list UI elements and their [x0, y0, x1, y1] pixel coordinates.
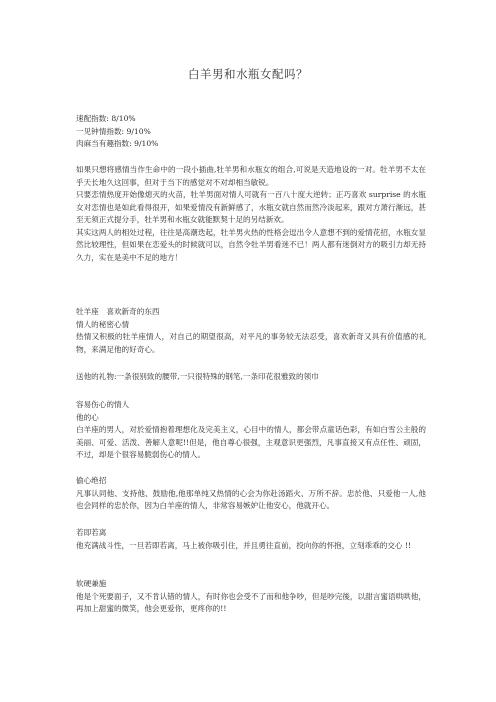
section-body: 他充满战斗性，一旦若即若离，马上被你吸引住，并且勇往直前，投向你的怀抱，立刻乖乖的交心 !!	[76, 540, 412, 550]
section-subheading: 情人的秘密心情	[76, 319, 130, 329]
section-body: 凡事认同他、支持他、鼓励他,他那单纯又热情的心会为你赴汤蹈火、万所不辞。忠於他、只爱他一人,他也会同样的忠於你，因为白羊座的情人，非常容易嫉妒让他安心，他就开心。	[76, 488, 426, 510]
section-steal-heart	[76, 475, 426, 513]
section-subheading: 他的心	[76, 412, 99, 422]
section-heading: 软硬兼施	[76, 579, 107, 588]
rating-sweetness: 肉麻当有趣指数: 9/10%	[76, 139, 159, 148]
section-body: 白羊座的男人，对於爱情抱着理想化及完美主义，心目中的情人，都会带点童话色彩，有如白雪公主般的美丽、可爱、活泼、善解人意呢!!但是，他自尊心很强，主观意识更强烈，凡事直接又有点任性、顽固，不过，却是个很容易脆弱伤心的情人。	[76, 425, 426, 459]
section-sensitive-lover	[76, 399, 426, 462]
section-heading: 牡羊座 喜欢新奇的东西	[76, 307, 160, 316]
section-body: 他是个死要面子，又不肯认错的情人，有时你也会受不了而和他争吵，但是吵完後，以甜言蜜语哄哄他，再加上甜蜜的微笑，他会更爱你，更疼你的!!	[76, 591, 426, 613]
section-heading: 偷心绝招	[76, 476, 107, 485]
ratings-block	[76, 113, 426, 151]
gift-line: 送他的礼物:一条很别致的腰带,一只很特殊的钢笔,一条印花很雅致的领巾	[76, 372, 319, 381]
rating-love-at-first-sight: 一见钟情指数: 9/10%	[76, 126, 151, 136]
intro-paragraph-2: 只要恋情热度开始像熄灭的火苗，牡羊男面对情人可就有一百八十度大逆转；正巧喜欢 surprise 的水瓶女对恋情也是如此看得很开，如果爱情没有新鲜感了，水瓶女就自然而然冷淡起来，跟对方萧行渐远，甚至无须正式提分手，牡羊男和水瓶女就能默契十足的另结新欢。	[76, 190, 426, 224]
section-carrot-stick	[76, 578, 426, 616]
intro-paragraph-3: 其实这两人的相处过程，往往是高潮迭起，牡羊男火热的性格会逗出令人意想不到的爱情花招，水瓶女显然比较理性，但如果在恋爱头的时候就可以，自然令牡羊男看迷不已！两人都有迷倒对方的吸引力却无持久力，实在是美中不足的地方！	[76, 227, 426, 262]
section-heading: 容易伤心的情人	[76, 400, 130, 409]
document-title: 白羊男和水瓶女配吗？	[188, 67, 308, 81]
section-hot-cold	[76, 527, 426, 552]
section-aries	[76, 306, 426, 356]
intro-paragraph-1: 如果只想将感情当作生命中的一段小插曲,牡羊男和水瓶女的组合,可说是天造地设的一对。牡羊男不太在乎天长地久这回事，但对于当下的感觉对不对却相当敏锐。	[76, 165, 426, 187]
intro-block	[76, 164, 426, 264]
section-gifts	[76, 371, 426, 384]
section-heading: 若即若离	[76, 528, 107, 537]
section-body: 热情又积极的牡羊座情人，对自己的期望很高，对平凡的事务较无法忍受，喜欢新奇又具有价值感的礼物，来满足他的好奇心。	[76, 332, 426, 354]
rating-match: 速配指数: 8/10%	[76, 114, 136, 123]
